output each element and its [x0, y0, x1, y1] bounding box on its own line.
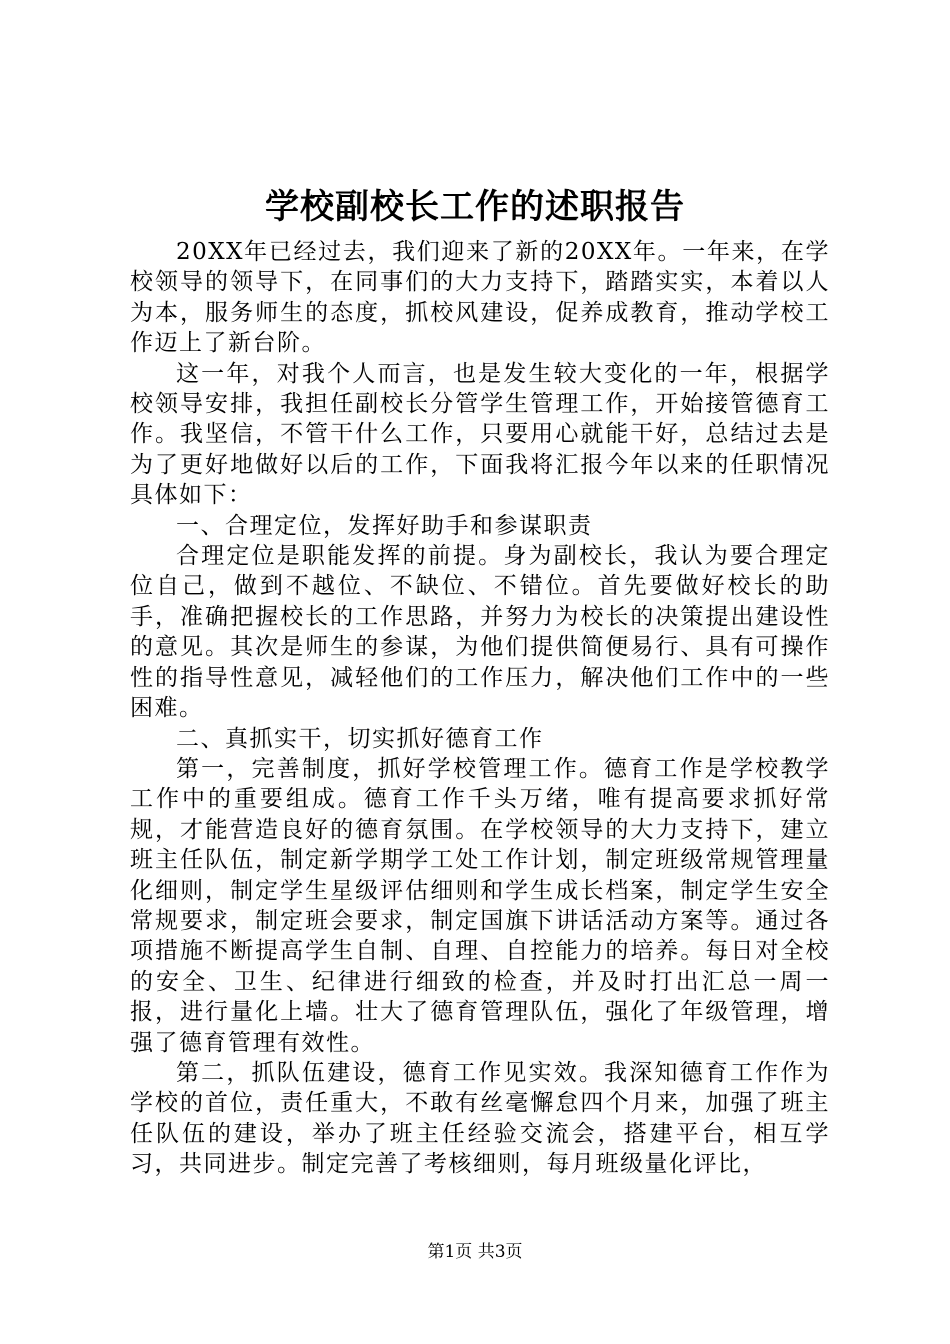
- paragraph-first: 第一，完善制度，抓好学校管理工作。德育工作是学校教学工作中的重要组成。德育工作千头万绪，唯有提高要求抓好常规，才能营造良好的德育氛围。在学校领导的大力支持下，建立班主任队伍，制定新学期学工处工作计划，制定班级常规管理量化细则，制定学生星级评估细则和学生成长档案，制定学生安全常规要求，制定班会要求，制定国旗下讲话活动方案等。通过各项措施不断提高学生自制、自理、自控能力的培养。每日对全校的安全、卫生、纪律进行细致的检查，并及时打出汇总一周一报，进行量化上墙。壮大了德育管理队伍，强化了年级管理，增强了德育管理有效性。: [130, 755, 830, 1056]
- page-number-footer: 第1页 共3页: [427, 1242, 523, 1262]
- document-body: [130, 237, 830, 1180]
- paragraph-intro: 20XX年已经过去，我们迎来了新的20XX年。一年来，在学校领导的领导下，在同事们的大力支持下，踏踏实实，本着以人为本，服务师生的态度，抓校风建设，促养成教育，推动学校工作迈上了新台阶。: [130, 239, 830, 357]
- section-heading-1: 一、合理定位，发挥好助手和参谋职责: [176, 512, 593, 539]
- paragraph-positioning: 合理定位是职能发挥的前提。身为副校长，我认为要合理定位自己，做到不越位、不缺位、不错位。首先要做好校长的助手，准确把握校长的工作思路，并努力为校长的决策提出建设性的意见。其次是师生的参谋，为他们提供简便易行、具有可操作性的指导性意见，减轻他们的工作压力，解决他们工作中的一些困难。: [130, 543, 830, 722]
- section-heading-2: 二、真抓实干，切实抓好德育工作: [176, 725, 544, 752]
- paragraph-overview: 这一年，对我个人而言，也是发生较大变化的一年，根据学校领导安排，我担任副校长分管学生管理工作，开始接管德育工作。我坚信，不管干什么工作，只要用心就能干好，总结过去是为了更好地做好以后的工作，下面我将汇报今年以来的任职情况具体如下：: [130, 360, 830, 509]
- paragraph-second: 第二，抓队伍建设，德育工作见实效。我深知德育工作作为学校的首位，责任重大，不敢有丝毫懈怠四个月来，加强了班主任队伍的建设，举办了班主任经验交流会，搭建平台，相互学习，共同进步。制定完善了考核细则，每月班级量化评比，: [130, 1059, 830, 1178]
- document-title: 学校副校长工作的述职报告: [265, 187, 685, 227]
